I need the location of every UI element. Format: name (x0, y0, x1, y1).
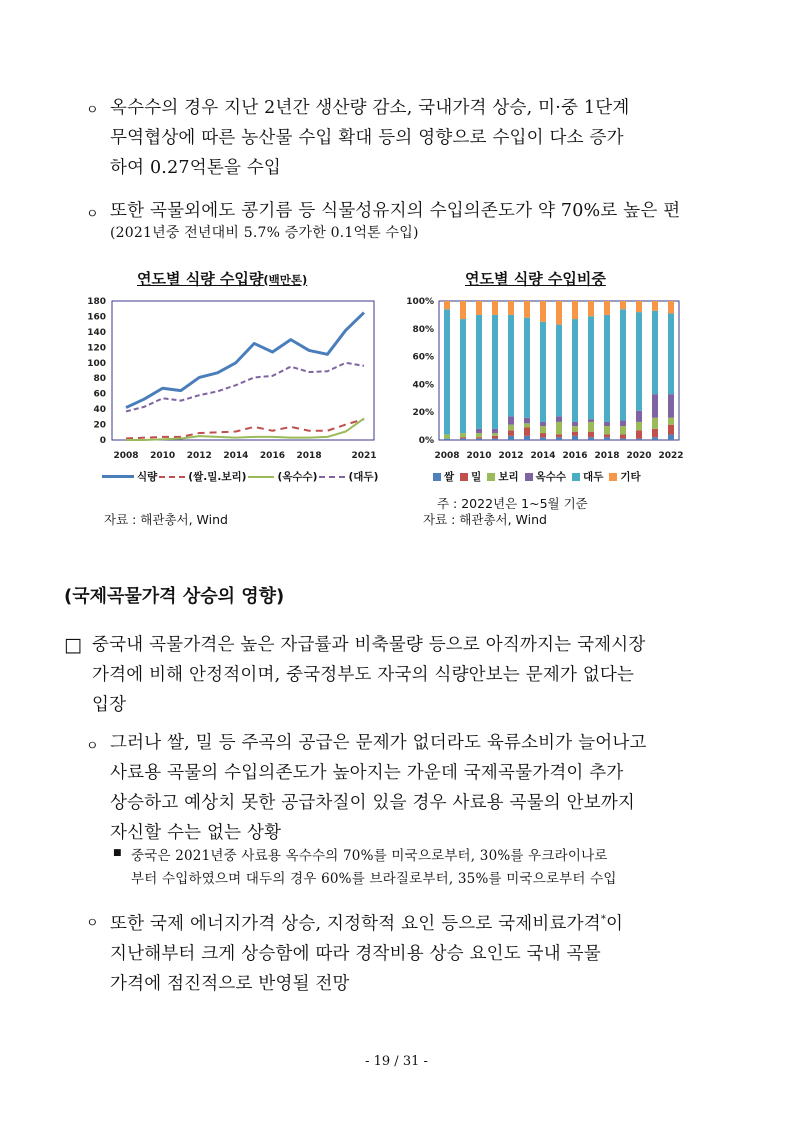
bar-segment-보리 (460, 433, 466, 437)
y-tick-label: 100 (87, 358, 106, 369)
bar-segment-대두 (508, 315, 514, 416)
text-line (110, 905, 740, 939)
y-tick-label: 100% (406, 297, 434, 307)
chart-title-text: 연도별 식량 수입량 (137, 270, 264, 288)
bar-segment-밀 (572, 432, 578, 436)
bar-segment-대두 (604, 315, 610, 422)
y-tick-label: 20 (93, 420, 106, 431)
bar-segment-쌀 (540, 437, 546, 440)
legend-swatch (609, 473, 617, 481)
bar-segment-기타 (508, 301, 514, 315)
x-tick-label: 2010 (150, 451, 176, 461)
bar-segment-옥수수 (636, 411, 642, 422)
bar-segment-밀 (636, 430, 642, 438)
footnote-marker: * (600, 914, 607, 925)
legend-label: 대두 (583, 471, 604, 483)
line-chart-svg (82, 293, 382, 468)
bar-segment-보리 (588, 422, 594, 432)
bar-segment-쌀 (652, 437, 658, 440)
x-tick-label: 2010 (466, 451, 492, 461)
circle-bullet-icon: ㅇ (86, 916, 99, 931)
bar-chart-legend (433, 469, 647, 484)
legend-swatch (572, 473, 580, 481)
bar-segment-쌀 (524, 436, 530, 440)
bar-segment-옥수수 (620, 421, 626, 427)
text-line: 중국은 2021년중 사료용 옥수수의 70%를 미국으로부터, 30%를 우크라이나로 (131, 848, 608, 864)
text-line: 입장 (92, 695, 127, 715)
bar-segment-옥수수 (492, 429, 498, 433)
bar-segment-옥수수 (588, 419, 594, 422)
chart-note: 주 : 2022년은 1~5월 기준 (437, 496, 588, 511)
bar-segment-쌀 (556, 437, 562, 440)
bar-segment-기타 (572, 301, 578, 319)
legend-swatch (248, 476, 274, 478)
bar-segment-대두 (492, 315, 498, 429)
bar-segment-밀 (556, 434, 562, 437)
bar-segment-기타 (492, 301, 498, 315)
bar-segment-밀 (476, 437, 482, 438)
bar-segment-기타 (588, 301, 594, 316)
bar-segment-기타 (556, 301, 562, 325)
text-line: 가격에 점진적으로 반영될 전망 (110, 973, 350, 994)
x-tick-label: 2012 (498, 451, 524, 461)
bar-segment-기타 (444, 301, 450, 309)
text-line: 하여 0.27억톤을 수입 (110, 158, 282, 178)
y-tick-label: 60% (412, 352, 434, 363)
section-heading: (국제곡물가격 상승의 영향) (64, 586, 285, 607)
bar-segment-대두 (620, 309, 626, 420)
x-tick-label: 2018 (296, 451, 322, 461)
y-tick-label: 80% (412, 324, 434, 335)
bar-segment-쌀 (508, 436, 514, 440)
bar-segment-밀 (588, 432, 594, 438)
bar-segment-보리 (668, 418, 674, 425)
bar-segment-보리 (652, 418, 658, 429)
bar-segment-쌀 (492, 439, 498, 440)
bar-segment-대두 (652, 311, 658, 394)
text-line: 자신할 수는 없는 상황 (110, 823, 282, 843)
line-chart-legend (100, 469, 378, 484)
bar-segment-대두 (588, 316, 594, 419)
bar-segment-옥수수 (524, 418, 530, 424)
bar-segment-보리 (540, 426, 546, 433)
y-tick-label: 60 (93, 389, 106, 400)
bar-segment-기타 (604, 301, 610, 315)
bar-segment-보리 (620, 426, 626, 434)
bar-segment-보리 (604, 426, 610, 434)
y-tick-label: 20% (412, 408, 434, 419)
bar-segment-대두 (556, 325, 562, 417)
sub-note: (2021년중 전년대비 5.7% 증가한 0.1억톤 수입) (110, 225, 419, 241)
bar-segment-밀 (668, 425, 674, 435)
chart-source: 자료 : 해관총서, Wind (104, 512, 228, 527)
x-tick-label: 2018 (594, 451, 620, 461)
legend-label: (옥수수) (277, 471, 318, 483)
bar-segment-밀 (604, 434, 610, 437)
y-tick-label: 180 (87, 297, 106, 307)
bar-segment-밀 (540, 433, 546, 437)
bar-segment-대두 (668, 314, 674, 395)
bar-segment-옥수수 (556, 416, 562, 422)
x-tick-label: 2008 (434, 451, 460, 461)
bar-segment-쌀 (460, 439, 466, 440)
bar-segment-옥수수 (668, 394, 674, 418)
text-line: 사료용 곡물의 수입의존도가 높아지는 가운데 국제곡물가격이 추가 (110, 763, 624, 783)
bar-segment-밀 (492, 436, 498, 439)
bar-segment-쌀 (604, 437, 610, 440)
circle-bullet-icon: ㅇ (86, 739, 99, 754)
x-tick-label: 2008 (113, 451, 139, 461)
bar-segment-대두 (476, 315, 482, 429)
bar-segment-쌀 (588, 437, 594, 440)
x-tick-label: 2021 (351, 451, 377, 461)
chart-title-unit: (백만톤) (263, 273, 308, 287)
circle-bullet-icon: ㅇ (86, 207, 99, 222)
x-tick-label: 2016 (259, 451, 285, 461)
bar-segment-대두 (540, 322, 546, 422)
y-tick-label: 40% (412, 380, 434, 391)
bar-chart-svg (397, 293, 697, 468)
y-tick-label: 40 (93, 405, 106, 416)
legend-label: 밀 (471, 471, 482, 483)
bar-segment-기타 (460, 301, 466, 319)
chart-title (137, 268, 307, 289)
legend-label: 식량 (137, 471, 158, 483)
bar-segment-보리 (524, 423, 530, 427)
page-number: - 19 / 31 - (365, 1054, 428, 1069)
text-line: 중국내 곡물가격은 높은 자급률과 비축물량 등으로 아직까지는 국제시장 (92, 635, 646, 655)
bar-segment-기타 (540, 301, 546, 322)
text-segment: 또한 국제 에너지가격 상승, 지정학적 요인 등으로 국제비료가격 (110, 913, 601, 934)
bar-segment-밀 (524, 427, 530, 435)
circle-bullet-icon: ㅇ (86, 103, 99, 118)
legend-swatch (525, 473, 533, 481)
bar-segment-대두 (460, 319, 466, 433)
bar-segment-옥수수 (540, 422, 546, 426)
text-line: 상승하고 예상치 못한 공급차질이 있을 경우 사료용 곡물의 안보까지 (110, 793, 636, 813)
bar-segment-쌀 (636, 439, 642, 440)
y-tick-label: 160 (87, 312, 106, 323)
bar-segment-옥수수 (508, 416, 514, 424)
text-line: 가격에 비해 안정적이며, 중국정부도 자국의 식량안보는 문제가 없다는 (92, 665, 635, 685)
x-tick-label: 2016 (562, 451, 588, 461)
y-tick-label: 140 (87, 327, 106, 338)
bar-segment-기타 (620, 301, 626, 309)
square-bullet-icon: □ (64, 634, 83, 656)
small-square-bullet-icon: ■ (113, 848, 122, 858)
text-line: 옥수수의 경우 지난 2년간 생산량 감소, 국내가격 상승, 미·중 1단계 (110, 98, 630, 118)
bar-segment-쌀 (620, 439, 626, 440)
bar-segment-대두 (636, 312, 642, 411)
text-line: 무역협상에 따른 농산물 수입 확대 등의 영향으로 수입이 다소 증가 (110, 128, 624, 148)
text-segment: 이 (606, 913, 624, 934)
x-tick-label: 2022 (658, 451, 684, 461)
bar-segment-쌀 (572, 436, 578, 440)
bar-segment-보리 (476, 433, 482, 437)
legend-label: 쌀 (444, 471, 455, 483)
text-line: 또한 곡물외에도 콩기름 등 식물성유지의 수입의존도가 약 70%로 높은 편 (110, 201, 681, 221)
bar-segment-대두 (524, 318, 530, 418)
x-tick-label: 2020 (626, 451, 652, 461)
x-tick-label: 2012 (186, 451, 212, 461)
legend-label: 옥수수 (535, 471, 567, 483)
bar-segment-밀 (508, 430, 514, 436)
legend-swatch (319, 476, 345, 478)
legend-label: 기타 (620, 471, 641, 483)
x-tick-label: 2014 (530, 451, 556, 461)
text-line: 부터 수입하였으며 대두의 경우 60%를 브라질로부터, 35%를 미국으로부터 수입 (131, 871, 617, 887)
legend-label: (대두) (348, 471, 379, 483)
bar-segment-보리 (636, 422, 642, 430)
bar-segment-옥수수 (572, 422, 578, 426)
legend-label: (쌀.밀.보리) (188, 471, 247, 483)
bar-segment-보리 (556, 422, 562, 435)
bar-segment-쌀 (444, 439, 450, 440)
text-line: 지난해부터 크게 상승함에 따라 경작비용 상승 요인도 국내 곡물 (110, 943, 601, 964)
x-tick-label: 2014 (223, 451, 249, 461)
bar-segment-기타 (524, 301, 530, 318)
bar-segment-밀 (652, 429, 658, 437)
bar-segment-옥수수 (476, 429, 482, 433)
legend-swatch (487, 473, 495, 481)
y-tick-label: 120 (87, 343, 106, 354)
chart-source: 자료 : 해관총서, Wind (423, 512, 547, 527)
y-tick-label: 80 (93, 374, 106, 385)
bar-segment-옥수수 (604, 422, 610, 426)
bar-segment-기타 (636, 301, 642, 312)
legend-swatch (460, 473, 468, 481)
legend-swatch (433, 473, 441, 481)
bar-segment-대두 (572, 319, 578, 422)
legend-swatch (102, 475, 134, 478)
bar-segment-밀 (460, 437, 466, 438)
bar-segment-기타 (668, 301, 674, 314)
bar-segment-대두 (444, 309, 450, 434)
bar-segment-쌀 (668, 434, 674, 440)
bar-segment-보리 (572, 426, 578, 432)
legend-label: 보리 (498, 471, 519, 483)
bar-segment-밀 (620, 434, 626, 438)
y-tick-label: 0% (418, 436, 434, 446)
bar-segment-보리 (444, 434, 450, 438)
text-line: 그러나 쌀, 밀 등 주곡의 공급은 문제가 없더라도 육류소비가 늘어나고 (110, 733, 647, 753)
bar-segment-기타 (652, 301, 658, 311)
y-tick-label: 0 (99, 436, 106, 446)
legend-swatch (159, 476, 185, 478)
bar-segment-쌀 (476, 439, 482, 440)
chart-title: 연도별 식량 수입비중 (465, 270, 606, 288)
bar-segment-옥수수 (652, 394, 658, 418)
bar-segment-보리 (508, 425, 514, 431)
bar-segment-보리 (492, 433, 498, 436)
plot-area (112, 301, 374, 440)
bar-segment-기타 (476, 301, 482, 315)
